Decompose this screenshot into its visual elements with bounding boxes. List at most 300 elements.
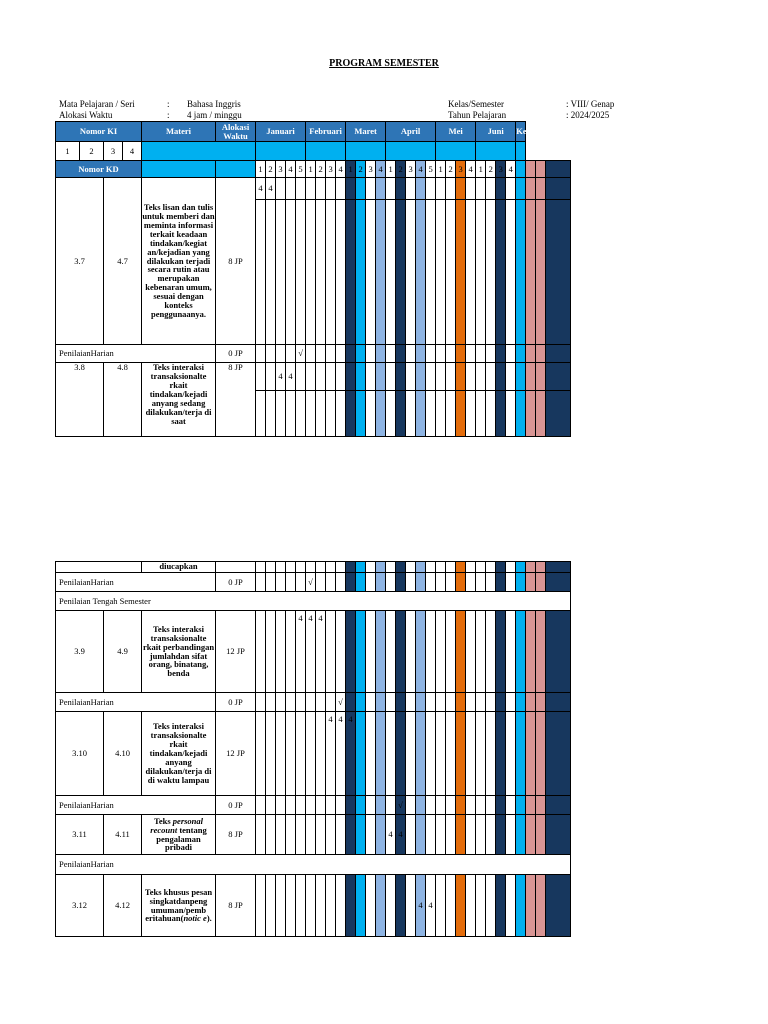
week-cell xyxy=(306,796,316,815)
week-cell xyxy=(256,200,266,345)
week-cell xyxy=(306,363,316,391)
week-cell xyxy=(546,161,571,178)
week-cell xyxy=(476,200,486,345)
week-cell xyxy=(456,796,466,815)
week-cell xyxy=(376,391,386,437)
week-cell xyxy=(276,391,286,437)
week-mark: 4 xyxy=(286,363,296,391)
week-cell xyxy=(366,200,376,345)
week-cell xyxy=(336,178,346,200)
week-cell xyxy=(276,345,286,363)
week-cell xyxy=(256,573,266,592)
week-cell xyxy=(266,875,276,937)
week-cell xyxy=(446,875,456,937)
week-cell xyxy=(276,875,286,937)
week-cell xyxy=(446,815,456,855)
week-cell xyxy=(296,815,306,855)
week-cell xyxy=(416,178,426,200)
week-number: 4 xyxy=(376,161,386,178)
ki-row-fill xyxy=(516,142,526,161)
week-cell xyxy=(386,345,396,363)
week-cell xyxy=(476,693,486,712)
ki-row-fill xyxy=(476,142,516,161)
week-cell xyxy=(486,815,496,855)
week-cell xyxy=(536,712,546,796)
week-cell xyxy=(396,712,406,796)
week-cell xyxy=(396,391,406,437)
week-cell xyxy=(506,200,516,345)
week-cell xyxy=(336,363,346,391)
week-cell xyxy=(316,562,326,573)
week-cell xyxy=(516,345,526,363)
week-mark: 4 xyxy=(326,712,336,796)
week-cell xyxy=(526,391,536,437)
week-cell xyxy=(336,391,346,437)
week-cell xyxy=(516,815,526,855)
week-cell xyxy=(546,345,571,363)
week-cell xyxy=(406,796,416,815)
week-number: 2 xyxy=(316,161,326,178)
ki-row-fill xyxy=(346,142,386,161)
week-cell xyxy=(476,391,486,437)
week-cell xyxy=(396,562,406,573)
week-mark: 4 xyxy=(346,712,356,796)
week-cell xyxy=(376,200,386,345)
week-cell xyxy=(376,611,386,693)
week-number: 1 xyxy=(256,161,266,178)
week-cell xyxy=(366,363,376,391)
week-cell xyxy=(536,875,546,937)
jp-cell: 0 JP xyxy=(216,345,256,363)
week-cell xyxy=(456,693,466,712)
week-number: 2 xyxy=(356,161,366,178)
week-cell xyxy=(506,562,516,573)
week-cell xyxy=(486,573,496,592)
week-cell xyxy=(296,363,306,391)
week-mark: 4 xyxy=(426,875,436,937)
week-cell xyxy=(306,712,316,796)
jp-cell: 0 JP xyxy=(216,796,256,815)
week-cell xyxy=(406,815,416,855)
week-cell xyxy=(456,573,466,592)
week-number: 4 xyxy=(336,161,346,178)
week-cell xyxy=(316,875,326,937)
week-cell xyxy=(306,875,316,937)
week-cell xyxy=(456,363,466,391)
week-cell xyxy=(516,796,526,815)
week-mark: 4 xyxy=(316,611,326,693)
week-cell xyxy=(486,345,496,363)
week-cell xyxy=(466,796,476,815)
week-cell xyxy=(346,391,356,437)
week-cell xyxy=(476,712,486,796)
week-cell xyxy=(546,712,571,796)
week-cell xyxy=(326,200,336,345)
week-cell xyxy=(256,815,266,855)
week-cell xyxy=(276,562,286,573)
week-cell xyxy=(306,200,316,345)
nomor-ki-header: Nomor KI xyxy=(56,122,142,142)
week-cell xyxy=(506,693,516,712)
week-cell xyxy=(366,391,376,437)
week-cell xyxy=(346,611,356,693)
week-cell xyxy=(276,178,286,200)
week-cell xyxy=(256,712,266,796)
week-cell xyxy=(286,875,296,937)
week-cell xyxy=(536,200,546,345)
week-cell xyxy=(496,345,506,363)
week-cell xyxy=(256,796,266,815)
week-cell xyxy=(326,363,336,391)
kd-row-fill xyxy=(142,161,216,178)
week-cell xyxy=(436,562,446,573)
week-cell xyxy=(366,178,376,200)
mapel-value: Bahasa Inggris xyxy=(187,99,241,109)
week-cell xyxy=(446,391,456,437)
week-cell xyxy=(546,562,571,573)
week-cell xyxy=(426,345,436,363)
week-cell xyxy=(426,611,436,693)
week-number: 3 xyxy=(366,161,376,178)
week-cell xyxy=(396,875,406,937)
week-cell xyxy=(506,178,516,200)
week-cell xyxy=(476,875,486,937)
penilaian-label: PenilaianHarian xyxy=(56,855,571,875)
week-mark: 4 xyxy=(266,178,276,200)
week-cell xyxy=(516,875,526,937)
week-cell xyxy=(496,693,506,712)
week-cell xyxy=(406,178,416,200)
week-cell xyxy=(276,693,286,712)
jp-cell: 8 JP xyxy=(216,178,256,345)
week-cell xyxy=(526,161,536,178)
materi-italic: personal recount xyxy=(150,815,204,835)
week-cell xyxy=(296,796,306,815)
week-cell xyxy=(436,573,446,592)
week-number: 3 xyxy=(456,161,466,178)
week-cell xyxy=(406,200,416,345)
week-cell xyxy=(326,391,336,437)
week-cell xyxy=(526,815,536,855)
week-cell xyxy=(536,815,546,855)
kd-cell: 4.9 xyxy=(104,611,142,693)
week-cell xyxy=(546,391,571,437)
materi-cell: Teks lisan dan tulis untuk memberi dan meminta informasi terkait keadaan tindakan/kegiat an/kejadian yang dilakukan terjadi secara rutin atau merupakan kebenaran umum, sesuai dengan konteks penggunaanya. xyxy=(142,178,216,345)
ki-cell: 3.9 xyxy=(56,611,104,693)
kd-cell: 4.12 xyxy=(104,875,142,937)
week-number: 3 xyxy=(276,161,286,178)
week-cell xyxy=(256,391,266,437)
week-cell xyxy=(356,796,366,815)
week-cell xyxy=(426,178,436,200)
week-cell xyxy=(316,391,326,437)
week-cell xyxy=(496,796,506,815)
week-cell xyxy=(266,391,276,437)
week-number: 4 xyxy=(506,161,516,178)
jp-cell: 8 JP xyxy=(216,815,256,855)
materi-text: tentang pengalaman pribadi xyxy=(156,824,207,853)
week-cell xyxy=(456,562,466,573)
week-cell xyxy=(486,391,496,437)
mapel-label: Mata Pelajaran / Seri xyxy=(59,99,135,109)
week-number: 4 xyxy=(286,161,296,178)
week-cell xyxy=(266,200,276,345)
week-cell xyxy=(526,796,536,815)
week-cell xyxy=(336,796,346,815)
month-juni: Juni xyxy=(476,122,516,142)
week-cell xyxy=(366,712,376,796)
week-cell xyxy=(516,391,526,437)
week-cell xyxy=(526,875,536,937)
week-cell xyxy=(496,178,506,200)
alokasi-label: Alokasi Waktu xyxy=(59,110,113,120)
week-cell xyxy=(426,712,436,796)
week-cell xyxy=(346,796,356,815)
ki-number: 4 xyxy=(123,142,142,161)
week-number: 5 xyxy=(426,161,436,178)
week-cell xyxy=(466,875,476,937)
week-cell xyxy=(446,611,456,693)
week-number: 1 xyxy=(346,161,356,178)
week-cell xyxy=(506,363,516,391)
week-cell xyxy=(376,562,386,573)
week-cell xyxy=(516,178,526,200)
penilaian-label: PenilaianHarian xyxy=(56,345,216,363)
week-cell xyxy=(306,562,316,573)
week-cell xyxy=(526,200,536,345)
week-cell xyxy=(346,345,356,363)
week-cell xyxy=(406,693,416,712)
week-cell xyxy=(366,693,376,712)
week-number: 4 xyxy=(416,161,426,178)
week-cell xyxy=(286,796,296,815)
week-cell xyxy=(396,345,406,363)
week-cell xyxy=(296,562,306,573)
week-cell xyxy=(326,693,336,712)
week-cell xyxy=(386,796,396,815)
penilaian-label: PenilaianHarian xyxy=(56,573,216,592)
week-cell xyxy=(346,875,356,937)
week-cell xyxy=(376,345,386,363)
week-cell xyxy=(326,178,336,200)
week-cell xyxy=(326,345,336,363)
week-cell xyxy=(546,178,571,200)
week-cell xyxy=(546,815,571,855)
week-cell xyxy=(366,611,376,693)
week-number: 2 xyxy=(446,161,456,178)
week-cell xyxy=(346,815,356,855)
week-cell xyxy=(506,345,516,363)
week-cell xyxy=(426,815,436,855)
week-cell xyxy=(516,573,526,592)
week-cell xyxy=(426,796,436,815)
penilaian-label: PenilaianHarian xyxy=(56,796,216,815)
materi-continued: diucapkan xyxy=(142,562,216,573)
week-cell xyxy=(456,178,466,200)
week-cell xyxy=(466,200,476,345)
week-cell xyxy=(316,796,326,815)
page-title: PROGRAM SEMESTER xyxy=(329,58,439,69)
ki-row-fill xyxy=(436,142,476,161)
week-cell xyxy=(306,178,316,200)
ki-row-fill xyxy=(142,142,256,161)
week-cell xyxy=(536,178,546,200)
week-number: 1 xyxy=(436,161,446,178)
week-cell xyxy=(496,712,506,796)
week-cell xyxy=(456,200,466,345)
week-cell xyxy=(336,815,346,855)
week-cell xyxy=(286,573,296,592)
week-cell xyxy=(486,200,496,345)
week-cell xyxy=(316,693,326,712)
mapel-colon: : xyxy=(167,99,170,109)
week-cell xyxy=(336,573,346,592)
week-number: 3 xyxy=(326,161,336,178)
week-cell xyxy=(296,875,306,937)
week-cell xyxy=(286,562,296,573)
week-cell xyxy=(316,712,326,796)
week-cell xyxy=(496,875,506,937)
penilaian-label: Penilaian Tengah Semester xyxy=(56,592,571,611)
ki-cell: 3.11 xyxy=(56,815,104,855)
week-cell xyxy=(296,712,306,796)
kd-row-fill xyxy=(216,161,256,178)
week-cell xyxy=(516,712,526,796)
week-cell xyxy=(536,693,546,712)
week-cell xyxy=(406,875,416,937)
week-cell xyxy=(326,875,336,937)
week-cell xyxy=(386,693,396,712)
week-number: 1 xyxy=(386,161,396,178)
week-cell xyxy=(286,178,296,200)
week-cell xyxy=(376,178,386,200)
week-number: 3 xyxy=(496,161,506,178)
week-cell xyxy=(396,693,406,712)
ki-cell: 3.8 xyxy=(56,363,104,437)
tahun-value: : 2024/2025 xyxy=(566,110,610,120)
week-cell xyxy=(286,200,296,345)
week-number: 1 xyxy=(476,161,486,178)
ki-number: 3 xyxy=(104,142,123,161)
week-cell xyxy=(546,363,571,391)
week-cell xyxy=(516,611,526,693)
week-cell xyxy=(416,815,426,855)
alokasi-header: Alokasi Waktu xyxy=(216,122,256,142)
ki-number: 1 xyxy=(56,142,80,161)
alokasi-colon: : xyxy=(167,110,170,120)
week-cell xyxy=(256,875,266,937)
week-cell xyxy=(416,345,426,363)
materi-header: Materi xyxy=(142,122,216,142)
week-cell xyxy=(266,693,276,712)
ki-row-fill xyxy=(256,142,306,161)
week-cell xyxy=(516,363,526,391)
week-cell xyxy=(436,815,446,855)
week-cell xyxy=(436,712,446,796)
week-cell xyxy=(496,611,506,693)
week-cell xyxy=(526,712,536,796)
week-cell xyxy=(506,611,516,693)
week-cell xyxy=(476,562,486,573)
week-cell xyxy=(516,161,526,178)
week-cell xyxy=(316,200,326,345)
month-mei: Mei xyxy=(436,122,476,142)
week-cell xyxy=(476,573,486,592)
week-cell xyxy=(326,815,336,855)
week-cell xyxy=(256,693,266,712)
kd-cell: 4.7 xyxy=(104,178,142,345)
week-cell xyxy=(546,693,571,712)
week-cell xyxy=(436,611,446,693)
jp-cell: 12 JP xyxy=(216,712,256,796)
week-cell xyxy=(416,573,426,592)
week-cell xyxy=(416,712,426,796)
week-cell xyxy=(336,562,346,573)
week-cell xyxy=(416,796,426,815)
week-cell xyxy=(256,562,266,573)
week-cell xyxy=(476,796,486,815)
week-cell xyxy=(526,345,536,363)
week-cell xyxy=(486,875,496,937)
week-cell xyxy=(466,611,476,693)
week-cell xyxy=(366,796,376,815)
month-februari: Februari xyxy=(306,122,346,142)
week-cell xyxy=(356,712,366,796)
week-cell xyxy=(346,573,356,592)
week-cell xyxy=(496,815,506,855)
week-cell xyxy=(356,345,366,363)
week-cell xyxy=(446,562,456,573)
week-number: 2 xyxy=(396,161,406,178)
week-cell xyxy=(286,712,296,796)
week-cell xyxy=(526,178,536,200)
week-cell xyxy=(486,178,496,200)
week-cell xyxy=(346,562,356,573)
week-cell xyxy=(416,363,426,391)
week-number: 2 xyxy=(266,161,276,178)
week-cell xyxy=(506,815,516,855)
week-cell xyxy=(446,573,456,592)
week-cell xyxy=(386,875,396,937)
week-cell xyxy=(446,796,456,815)
week-cell xyxy=(276,712,286,796)
week-cell xyxy=(416,200,426,345)
nomor-kd-header: Nomor KD xyxy=(56,161,142,178)
ki-cell: 3.12 xyxy=(56,875,104,937)
check-mark: √ xyxy=(306,573,316,592)
materi-text: Teks khusus pesan singkatdanpeng umuman/pemb eritahuan( xyxy=(144,886,213,924)
week-cell xyxy=(286,391,296,437)
week-cell xyxy=(426,562,436,573)
materi-cell: Teks interaksi transaksionalte rkait perbandingan jumlahdan sifat orang, binatang, benda xyxy=(142,611,216,693)
week-cell xyxy=(516,562,526,573)
week-cell xyxy=(546,200,571,345)
week-cell xyxy=(346,178,356,200)
month-april: April xyxy=(386,122,436,142)
materi-text: ). xyxy=(206,913,212,924)
week-cell xyxy=(366,573,376,592)
week-cell xyxy=(376,363,386,391)
kelas-value: : VIII/ Genap xyxy=(566,99,615,109)
week-cell xyxy=(376,796,386,815)
week-cell xyxy=(336,200,346,345)
week-cell xyxy=(516,693,526,712)
ki-number: 2 xyxy=(80,142,104,161)
week-cell xyxy=(436,693,446,712)
week-cell xyxy=(286,345,296,363)
week-cell xyxy=(546,875,571,937)
week-cell xyxy=(266,796,276,815)
